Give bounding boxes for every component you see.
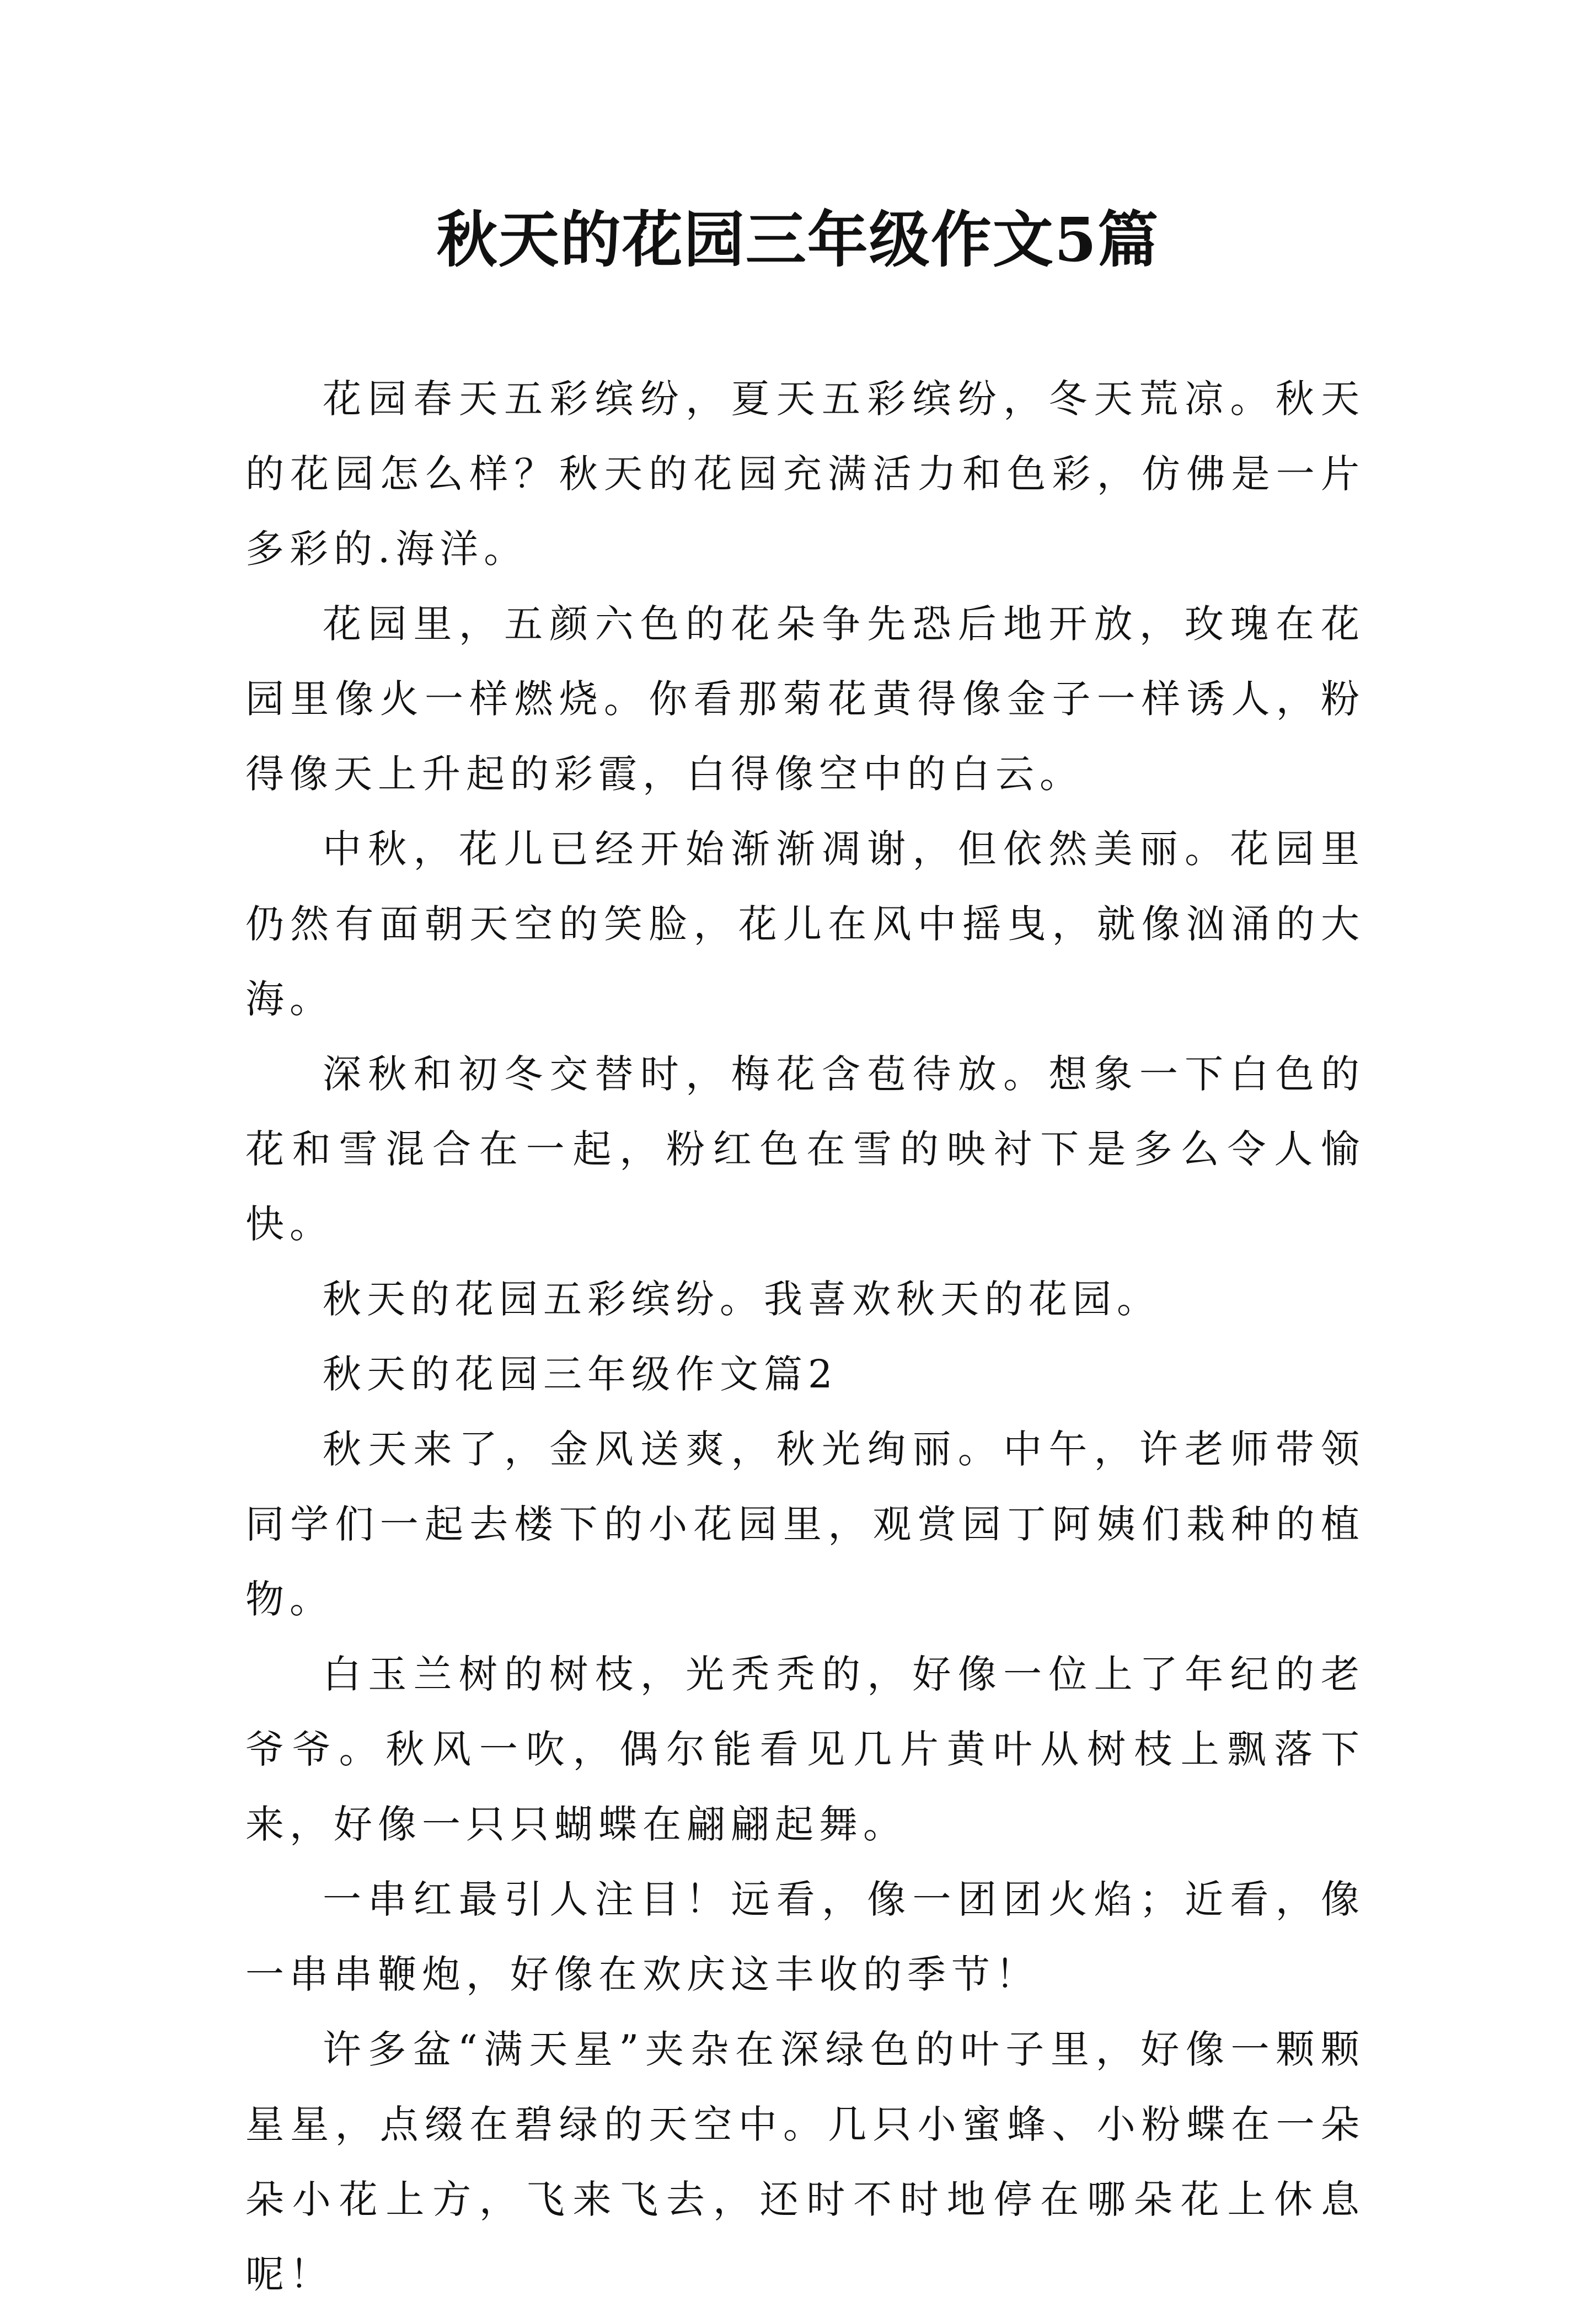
paragraph: 花园春天五彩缤纷，夏天五彩缤纷，冬天荒凉。秋天的花园怎么样？秋天的花园充满活力和色彩，仿佛是一片多彩的.海洋。 <box>245 376 1365 572</box>
section-heading: 秋天的花园三年级作文篇2 <box>323 1352 838 1397</box>
paragraph: 一串红最引人注目！远看，像一团团火焰；近看，像一串串鞭炮，好像在欢庆这丰收的季节！ <box>245 1877 1365 1997</box>
document-title: 秋天的花园三年级作文5篇 <box>436 204 1160 275</box>
paragraph: 深秋和初冬交替时，梅花含苞待放。想象一下白色的花和雪混合在一起，粉红色在雪的映衬下是多么令人愉快。 <box>245 1051 1365 1247</box>
document-body <box>245 361 1365 2312</box>
paragraph: 许多盆“满天星”夹杂在深绿色的叶子里，好像一颗颗星星，点缀在碧绿的天空中。几只小蜜蜂、小粉蝶在一朵朵小花上方，飞来飞去，还时不时地停在哪朵花上休息呢！ <box>245 2027 1365 2297</box>
paragraph: 秋天的花园五彩缤纷。我喜欢秋天的花园。 <box>323 1277 1161 1322</box>
paragraph: 花园里，五颜六色的花朵争先恐后地开放，玫瑰在花园里像火一样燃烧。你看那菊花黄得像金子一样诱人，粉得像天上升起的彩霞，白得像空中的白云。 <box>245 601 1365 797</box>
paragraph: 中秋，花儿已经开始渐渐凋谢，但依然美丽。花园里仍然有面朝天空的笑脸，花儿在风中摇曳，就像汹涌的大海。 <box>245 826 1365 1022</box>
paragraph: 白玉兰树的树枝，光秃秃的，好像一位上了年纪的老爷爷。秋风一吹，偶尔能看见几片黄叶从树枝上飘落下来，好像一只只蝴蝶在翩翩起舞。 <box>245 1652 1365 1847</box>
paragraph: 秋天来了，金风送爽，秋光绚丽。中午，许老师带领同学们一起去楼下的小花园里，观赏园丁阿姨们栽种的植物。 <box>245 1427 1365 1622</box>
